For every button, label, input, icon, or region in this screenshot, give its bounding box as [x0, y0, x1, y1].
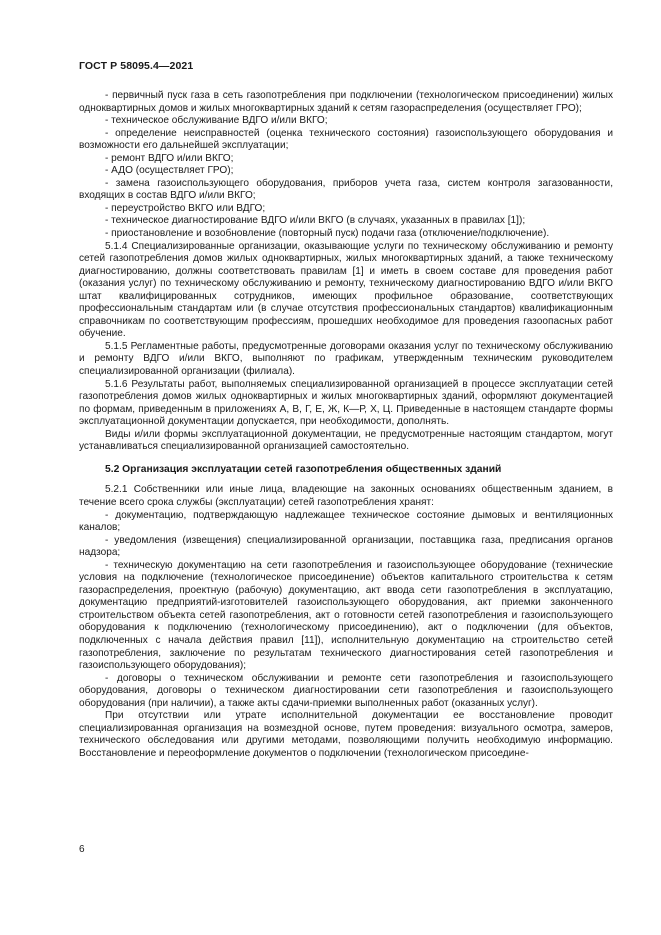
list-item-technical-docs: - техническую документацию на сети газопотребления и газоиспользующее оборудование (технические условия на подключение (технологическое присоединение) объектов капитального строительства к сетям газораспределения, проектную (рабочую) документацию, акт ввода сети газопотребления в эксплуатацию, документацию предприятий-изготовителей газоиспользующего оборудования, акт приемки законченного строительством объекта сетей газопотребления, акт о готовности сетей газопотребления и газоиспользующего оборудования к подключению (технологическому присоединению), акт о подключении (для объектов, подключенных с начала действия правил [11]), исполнительную документацию на строительство сетей газопотребления, заключение по результатам технического диагностирования сетей газопотребления и газоиспользующего оборудования); [79, 559, 613, 672]
page-number: 6 [79, 844, 85, 855]
paragraph-documentation-restoration: При отсутствии или утрате исполнительной документации ее восстановление проводит специализированная организация на возмездной основе, путем проведения: визуального осмотра, замеров, технического обследования или другими методами, позволяющими получить необходимую информацию. Восстановление и переоформление документов о подключении (технологическом присоедине- [79, 710, 613, 759]
list-item-replacement: - замена газоиспользующего оборудования, приборов учета газа, систем контроля загазованности, входящих в состав ВДГО и/или ВКГО; [79, 177, 613, 202]
section-title-5-2: 5.2 Организация эксплуатации сетей газопотребления общественных зданий [105, 463, 502, 475]
list-item-fault-detection: - определение неисправностей (оценка технического состояния) газоиспользующего оборудования и возможности его дальнейшей эксплуатации; [79, 127, 613, 152]
list-item-maintenance: - техническое обслуживание ВДГО и/или ВКГО; [105, 115, 328, 127]
list-item-chimney-docs: - документацию, подтверждающую надлежащее техническое состояние дымовых и вентиляционных каналов; [79, 509, 613, 534]
list-item-ado: - АДО (осуществляет ГРО); [105, 165, 234, 177]
list-item-repair: - ремонт ВДГО и/или ВКГО; [105, 152, 234, 164]
clause-5-1-6-note: Виды и/или формы эксплуатационной документации, не предусмотренные настоящим стандартом, могут устанавливаться специализированной организацией самостоятельно. [79, 428, 613, 453]
list-item-gas-startup: - первичный пуск газа в сеть газопотребления при подключении (технологическом присоединении) жилых одноквартирных домов и жилых многоквартирных зданий к сетям газораспределения (осуществляет ГРО); [79, 90, 613, 114]
list-item-contracts: - договоры о техническом обслуживании и ремонте сети газопотребления и газоиспользующего оборудования, договоры о техническом диагностировании сети газопотребления и газоиспользующего оборудования (при наличии), а также акты сдачи-приемки выполненных работ (оказанных услуг). [79, 672, 613, 709]
clause-5-2-1: 5.2.1 Собственники или иные лица, владеющие на законных основаниях общественным зданием, в течение всего срока службы (эксплуатации) сетей газопотребления хранят: [79, 484, 613, 508]
clause-5-1-4: 5.1.4 Специализированные организации, оказывающие услуги по техническому обслуживанию и ремонту сетей газопотребления домов жилых одноквартирных, жилых многоквартирных зданий, а также техническому диагностированию, должны соответствовать правилам [1] и иметь в своем составе для проведения работ (оказания услуг) по техническому обслуживанию и ремонту, техническому диагностированию ВДГО и/или ВКГО штат квалифицированных сотрудников, имеющих профильное образование, соответствующих профессиональным стандартам или (в случае отсутствия профессиональных стандартов) квалификационным справочникам по соответствующим профессиям, прошедших необходимое для проведения газоопасных работ обучение. [79, 240, 613, 340]
list-item-notifications: - уведомления (извещения) специализированной организации, поставщика газа, предписания органов надзора; [79, 534, 613, 559]
document-body [79, 90, 613, 760]
standard-header: ГОСТ Р 58095.4—2021 [79, 60, 194, 72]
list-item-diagnostics: - техническое диагностирование ВДГО и/или ВКГО (в случаях, указанных в правилах [1]); [105, 215, 526, 227]
clause-5-1-5: 5.1.5 Регламентные работы, предусмотренные договорами оказания услуг по техническому обслуживанию и ремонту ВДГО и/или ВКГО, выполняют по графикам, утвержденным техническим руководителем специализированной организации (филиала). [79, 340, 613, 378]
list-item-reconstruction: - переустройство ВКГО или ВДГО; [105, 202, 266, 214]
clause-5-1-6: 5.1.6 Результаты работ, выполняемых специализированной организацией в процессе эксплуатации сетей газопотребления домов жилых одноквартирных и жилых многоквартирных зданий, оформляют документацией по формам, приведенным в приложениях А, В, Г, Е, Ж, К—Р, Х, Ц. Приведенные в настоящем стандарте формы эксплуатационной документации допускается, при необходимости, дополнять. [79, 378, 613, 428]
list-item-suspension: - приостановление и возобновление (повторный пуск) подачи газа (отключение/подключение). [105, 228, 550, 240]
